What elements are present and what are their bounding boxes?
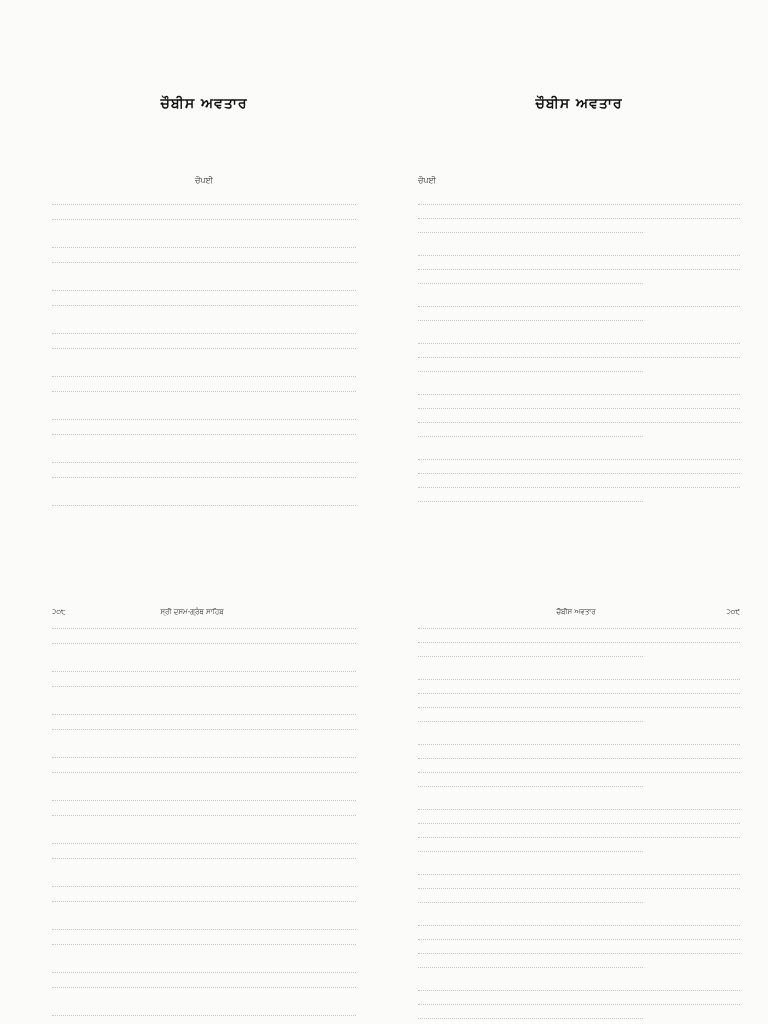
paragraph	[418, 616, 740, 657]
paragraph-line	[418, 681, 740, 694]
invocation-line	[52, 120, 356, 132]
verse-list	[52, 192, 356, 512]
verse-line	[52, 379, 356, 392]
paragraph-line	[418, 890, 643, 903]
paragraph	[418, 862, 740, 903]
verse-line	[52, 250, 356, 263]
paragraph-line	[418, 760, 740, 773]
paragraph-line	[418, 797, 740, 810]
paragraph-line	[418, 630, 740, 643]
paragraph-line	[418, 732, 740, 745]
page-title: ਚੌਬੀਸ ਅਵਤਾਰ	[535, 96, 623, 112]
paragraph	[418, 978, 740, 1019]
verse-line	[52, 407, 356, 420]
verse-line	[52, 364, 356, 377]
verse	[52, 874, 356, 902]
running-head: ਚੌਬੀਸ ਅਵਤਾਰ	[556, 608, 596, 616]
verse-line	[52, 960, 356, 973]
section-heading: ਚੌਪਈ	[195, 176, 213, 185]
verse-line	[52, 745, 356, 758]
verse-list	[52, 616, 356, 1024]
paragraph-line	[418, 695, 740, 708]
paragraph-line	[418, 396, 740, 409]
paragraph-line	[418, 424, 643, 437]
paragraph-line	[418, 644, 643, 657]
paragraph-line	[418, 206, 740, 219]
verse	[52, 831, 356, 859]
paragraph-line	[418, 978, 740, 991]
paragraph	[418, 382, 740, 437]
running-head: ਸ੍ਰੀ ਦਸਮ-ਗ੍ਰੰਥ ਸਾਹਿਬ	[160, 608, 224, 616]
paragraph-line	[418, 876, 740, 889]
paragraph-line	[418, 774, 643, 787]
paragraph-line	[418, 410, 740, 423]
paragraph-line	[418, 271, 643, 284]
invocation-line	[418, 156, 740, 168]
verse-line	[52, 1018, 356, 1024]
paragraph	[418, 294, 740, 321]
verse	[52, 321, 356, 349]
verse-line	[52, 450, 356, 463]
paragraph-line	[418, 294, 740, 307]
paragraph	[418, 732, 740, 787]
paragraph	[418, 192, 740, 233]
paragraph-list	[418, 616, 740, 1024]
page-bottom-left	[0, 512, 384, 1024]
paragraph	[418, 797, 740, 852]
invocation	[52, 120, 356, 168]
paragraph-line	[418, 955, 643, 968]
verse	[52, 278, 356, 306]
verse-line	[52, 889, 356, 902]
page-number: ੨੦੯	[726, 608, 740, 616]
verse-line	[52, 278, 356, 291]
paragraph	[418, 667, 740, 722]
verse-line	[52, 831, 356, 844]
verse	[52, 235, 356, 263]
paragraph-line	[418, 220, 643, 233]
paragraph-line	[418, 1006, 643, 1019]
verse-line	[52, 336, 356, 349]
paragraph-line	[418, 667, 740, 680]
invocation-line	[418, 120, 740, 132]
paragraph-line	[418, 308, 643, 321]
paragraph-line	[418, 359, 643, 372]
verse-line	[52, 192, 356, 205]
invocation-line	[52, 156, 356, 168]
paragraph-line	[418, 941, 740, 954]
page-bottom-right	[384, 512, 768, 1024]
verse-line	[52, 207, 356, 220]
paragraph-line	[418, 243, 740, 256]
verse-line	[52, 874, 356, 887]
verse-line	[52, 846, 356, 859]
paragraph-line	[418, 862, 740, 875]
paragraph-line	[418, 825, 740, 838]
verse	[52, 192, 356, 220]
page-top-right	[384, 0, 768, 512]
invocation-line	[52, 144, 356, 156]
paragraph	[418, 243, 740, 284]
verse	[52, 960, 356, 988]
paragraph-line	[418, 382, 740, 395]
verse	[52, 616, 356, 644]
paragraph-line	[418, 475, 740, 488]
invocation	[418, 120, 740, 168]
paragraph-line	[418, 811, 740, 824]
invocation-line	[52, 132, 356, 144]
verse-line	[52, 788, 356, 801]
verse	[52, 659, 356, 687]
paragraph-line	[418, 616, 740, 629]
paragraph-list	[418, 192, 740, 512]
verse-line	[52, 631, 356, 644]
verse-line	[52, 235, 356, 248]
paragraph-line	[418, 992, 740, 1005]
verse	[52, 493, 356, 512]
verse-line	[52, 932, 356, 945]
paragraph-line	[418, 709, 643, 722]
verse	[52, 1003, 356, 1024]
paragraph	[418, 913, 740, 968]
paragraph-line	[418, 331, 740, 344]
verse-line	[52, 659, 356, 672]
verse	[52, 450, 356, 478]
paragraph-line	[418, 447, 740, 460]
verse-line	[52, 616, 356, 629]
verse-line	[52, 321, 356, 334]
paragraph-line	[418, 257, 740, 270]
verse-line	[52, 293, 356, 306]
verse	[52, 788, 356, 816]
paragraph-line	[418, 192, 740, 205]
verse-line	[52, 760, 356, 773]
paragraph-line	[418, 913, 740, 926]
paragraph-line	[418, 461, 740, 474]
paragraph-line	[418, 746, 740, 759]
invocation-line	[418, 132, 740, 144]
verse-line	[52, 1003, 356, 1016]
paragraph-line	[418, 345, 740, 358]
page-title: ਚੌਬੀਸ ਅਵਤਾਰ	[160, 96, 248, 112]
paragraph	[418, 331, 740, 372]
verse	[52, 745, 356, 773]
verse	[52, 702, 356, 730]
paragraph	[418, 447, 740, 502]
verse	[52, 407, 356, 435]
verse-line	[52, 493, 356, 506]
verse-line	[52, 803, 356, 816]
verse-line	[52, 702, 356, 715]
verse	[52, 364, 356, 392]
verse-line	[52, 422, 356, 435]
page-top-left	[0, 0, 384, 512]
verse-line	[52, 674, 356, 687]
verse-line	[52, 917, 356, 930]
paragraph-line	[418, 489, 643, 502]
verse-line	[52, 975, 356, 988]
verse-line	[52, 465, 356, 478]
invocation-line	[418, 144, 740, 156]
verse	[52, 917, 356, 945]
section-heading: ਚੌਪਈ	[418, 176, 436, 185]
paragraph-line	[418, 927, 740, 940]
paragraph-line	[418, 839, 643, 852]
page-number: ੨੦੮	[52, 608, 66, 616]
verse-line	[52, 717, 356, 730]
